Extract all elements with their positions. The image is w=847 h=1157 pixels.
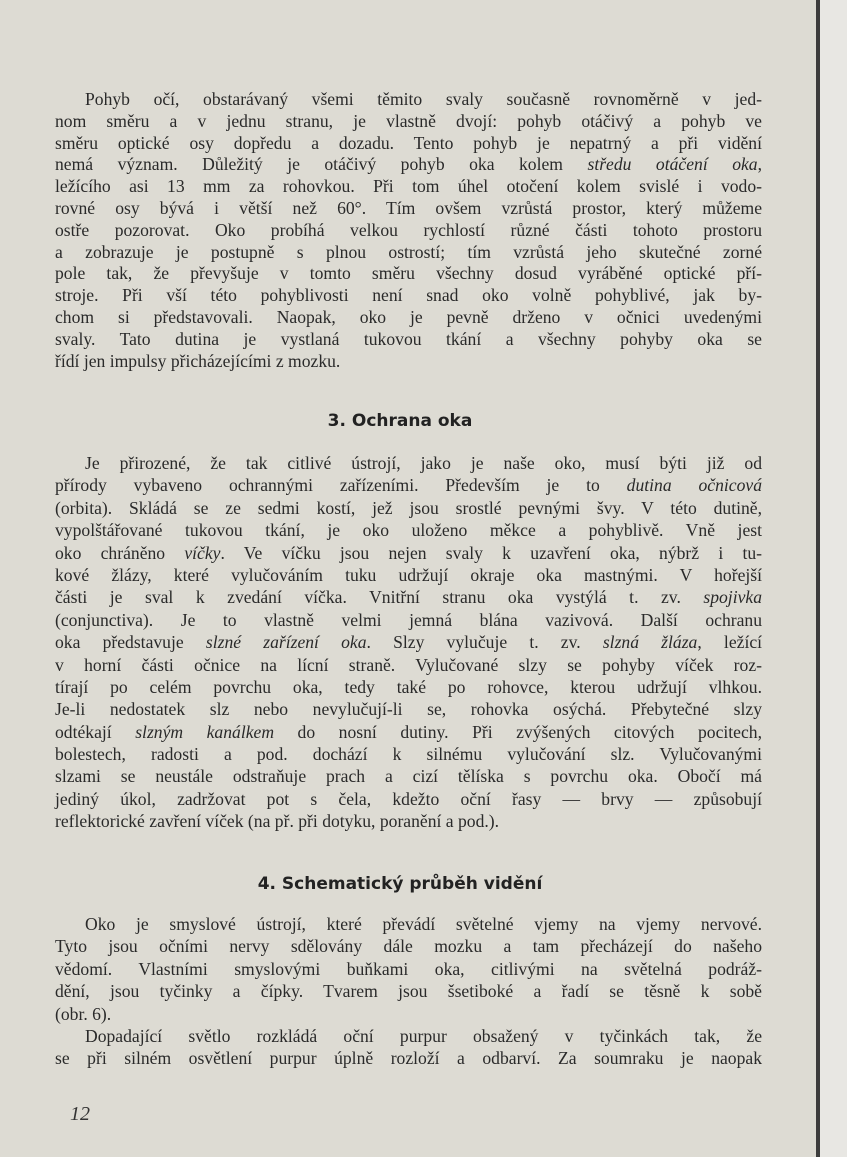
- text-run: . Ve víčku jsou nejen svaly k uzavření oka, nýbrž i tu-: [220, 542, 762, 563]
- text-line: [55, 654, 762, 676]
- emphasized-term: slzné zařízení oka: [205, 632, 367, 653]
- emphasized-term: víčky: [184, 542, 221, 563]
- text-line: [55, 676, 762, 698]
- text-run: ležícího asi 13 mm za rohovkou. Při tom úhel otočení kolem svislé i vodo-: [55, 176, 762, 197]
- paragraph: [55, 452, 762, 833]
- heading-ochrana-oka: 3. Ochrana oka: [327, 411, 473, 431]
- emphasized-term: spojivka: [703, 587, 762, 608]
- page-number: 12: [70, 1103, 90, 1125]
- text-line: [55, 285, 762, 307]
- text-run: ostře pozorovat. Oko probíhá velkou rychlostí různé části tohoto prostoru: [55, 219, 762, 240]
- paragraph: [55, 1025, 762, 1070]
- text-run: Je přirozené, že tak citlivé ústrojí, jako je naše oko, musí býti již od: [85, 453, 762, 473]
- text-line: [55, 721, 762, 743]
- text-line: [55, 564, 762, 586]
- text-run: se při silném osvětlení purpur úplně rozloží a odbarví. Za soumraku je naopak: [55, 1048, 762, 1069]
- text-run: Tyto jsou očními nervy sdělovány dále mozku a tam přecházejí do našeho: [55, 936, 762, 957]
- text-run: vypolštářované tukovou tkání, je oko uloženo měkce a pohyblivě. Vně jest: [55, 520, 762, 541]
- text-run: odtékají: [55, 721, 136, 742]
- text-line: [55, 452, 762, 474]
- section-schematicky-prubeh: [55, 913, 762, 1070]
- text-line: [55, 743, 762, 765]
- text-run: (conjunctiva). Je to vlastně velmi jemná blána vazivová. Další ochranu: [55, 609, 762, 630]
- text-line: [55, 788, 762, 810]
- text-line: [55, 810, 762, 832]
- heading-schematicky-prubeh: 4. Schematický průběh vidění: [257, 874, 543, 894]
- text-run: pole tak, že převyšuje v tomto směru všechny dosud vyráběné optické pří-: [55, 263, 762, 284]
- text-line: [55, 519, 762, 541]
- text-run: do nosní dutiny. Při zvýšených citových pocitech,: [274, 721, 762, 742]
- text-run: přírody vybaveno ochrannými zařízeními. Především je to: [55, 475, 627, 496]
- text-line: [55, 176, 762, 198]
- emphasized-term: slzným kanálkem: [135, 721, 275, 742]
- text-run: (obr. 6).: [55, 1003, 112, 1024]
- text-run: vědomí. Vlastními smyslovými buňkami oka, citlivými na světelná podráž-: [55, 958, 762, 979]
- text-run: slzami se neustále odstraňuje prach a cizí tělíska s povrchu oka. Obočí má: [55, 766, 762, 787]
- text-line: [55, 307, 762, 329]
- text-run: rovné osy bývá i větší než 60°. Tím ovšem vzrůstá prostor, který můžeme: [55, 197, 762, 218]
- text-run: reflektorické zavření víček (na př. při dotyku, poranění a pod.).: [55, 811, 500, 832]
- text-line: [55, 133, 762, 155]
- text-run: oko chráněno: [55, 542, 185, 563]
- text-run: směru optické osy dopředu a dozadu. Tento pohyb je nepatrný a při vidění: [55, 132, 762, 153]
- text-run: části je sval k zvedání víčka. Vnitřní stranu oka vystýlá t. zv.: [55, 587, 704, 608]
- text-line: [55, 154, 762, 176]
- section-eye-movement: [55, 89, 762, 372]
- text-line: [55, 765, 762, 787]
- text-line: [55, 474, 762, 496]
- text-run: řídí jen impulsy přicházejícími z mozku.: [55, 350, 341, 371]
- text-run: oka představuje: [55, 632, 206, 653]
- paragraph: [55, 89, 762, 372]
- text-line: [55, 220, 762, 242]
- text-line: [55, 958, 762, 980]
- emphasized-term: středu otáčení oka: [587, 154, 758, 175]
- text-line: [55, 111, 762, 133]
- text-run: (orbita). Skládá se ze sedmi kostí, jež jsou srostlé pevnými švy. V této dutině,: [55, 497, 762, 518]
- text-line: [55, 586, 762, 608]
- text-run: a zobrazuje je postupně s plnou ostrostí; tím vzrůstá jeho skutečné zorné: [55, 241, 762, 262]
- text-run: v horní části očnice na lícní straně. Vylučované slzy se pohyby víček roz-: [55, 654, 762, 675]
- text-line: [55, 329, 762, 351]
- text-run: bolestech, radosti a pod. dochází k silnému vylučování slz. Vylučovanými: [55, 744, 762, 765]
- text-line: [55, 631, 762, 653]
- text-line: [55, 935, 762, 957]
- text-line: [55, 242, 762, 264]
- text-run: Oko je smyslové ústrojí, které převádí světelné vjemy na vjemy nervové.: [85, 914, 762, 934]
- text-run: Pohyb očí, obstarávaný všemi těmito svaly současně rovnoměrně v jed-: [85, 89, 762, 109]
- text-run: . Slzy vylučuje t. zv.: [366, 632, 603, 653]
- emphasized-term: dutina očnicová: [626, 475, 762, 496]
- text-line: [55, 89, 762, 111]
- paragraph: [55, 913, 762, 1025]
- facing-page-edge: [820, 0, 847, 1157]
- text-line: [55, 1003, 762, 1025]
- text-run: dění, jsou tyčinky a čípky. Tvarem jsou šsetiboké a řadí se těsně k sobě: [55, 981, 762, 1002]
- text-line: [55, 497, 762, 519]
- text-run: svaly. Tato dutina je vystlaná tukovou tkání a všechny pohyby oka se: [55, 328, 762, 349]
- emphasized-term: slzná žláza: [602, 632, 698, 653]
- text-line: [55, 913, 762, 935]
- text-run: jediný úkol, zadržovat pot s čela, kdežto oční řasy — brvy — způsobují: [55, 788, 762, 809]
- text-line: [55, 980, 762, 1002]
- section-ochrana-oka: [55, 452, 762, 833]
- text-run: kové žlázy, které vylučováním tuku udržují okraje oka mastnými. V hořejší: [55, 564, 762, 585]
- text-run: tírají po celém povrchu oka, tedy také po rohovce, kterou udržují vlhkou.: [55, 676, 762, 697]
- text-run: nemá význam. Důležitý je otáčivý pohyb oka kolem: [55, 154, 588, 175]
- text-line: [55, 698, 762, 720]
- text-line: [55, 609, 762, 631]
- text-run: Dopadající světlo rozkládá oční purpur obsažený v tyčinkách tak, že: [85, 1025, 762, 1046]
- text-line: [55, 351, 762, 373]
- text-run: , ležící: [697, 632, 763, 653]
- book-gutter-fold: [816, 0, 820, 1157]
- text-run: ,: [757, 154, 763, 175]
- text-run: Je-li nedostatek slz nebo nevylučují-li se, rohovka osýchá. Přebytečné slzy: [55, 699, 762, 720]
- text-line: [55, 263, 762, 285]
- text-line: [55, 1047, 762, 1069]
- text-line: [55, 198, 762, 220]
- text-line: [55, 542, 762, 564]
- text-run: stroje. Při vší této pohyblivosti není snad oko volně pohyblivé, jak by-: [55, 285, 762, 306]
- text-run: chom si představovali. Naopak, oko je pevně drženo v očnici uvedenými: [55, 306, 762, 327]
- text-run: nom směru a v jednu stranu, je vlastně dvojí: pohyb otáčivý a pohyb ve: [55, 110, 762, 131]
- text-line: [55, 1025, 762, 1047]
